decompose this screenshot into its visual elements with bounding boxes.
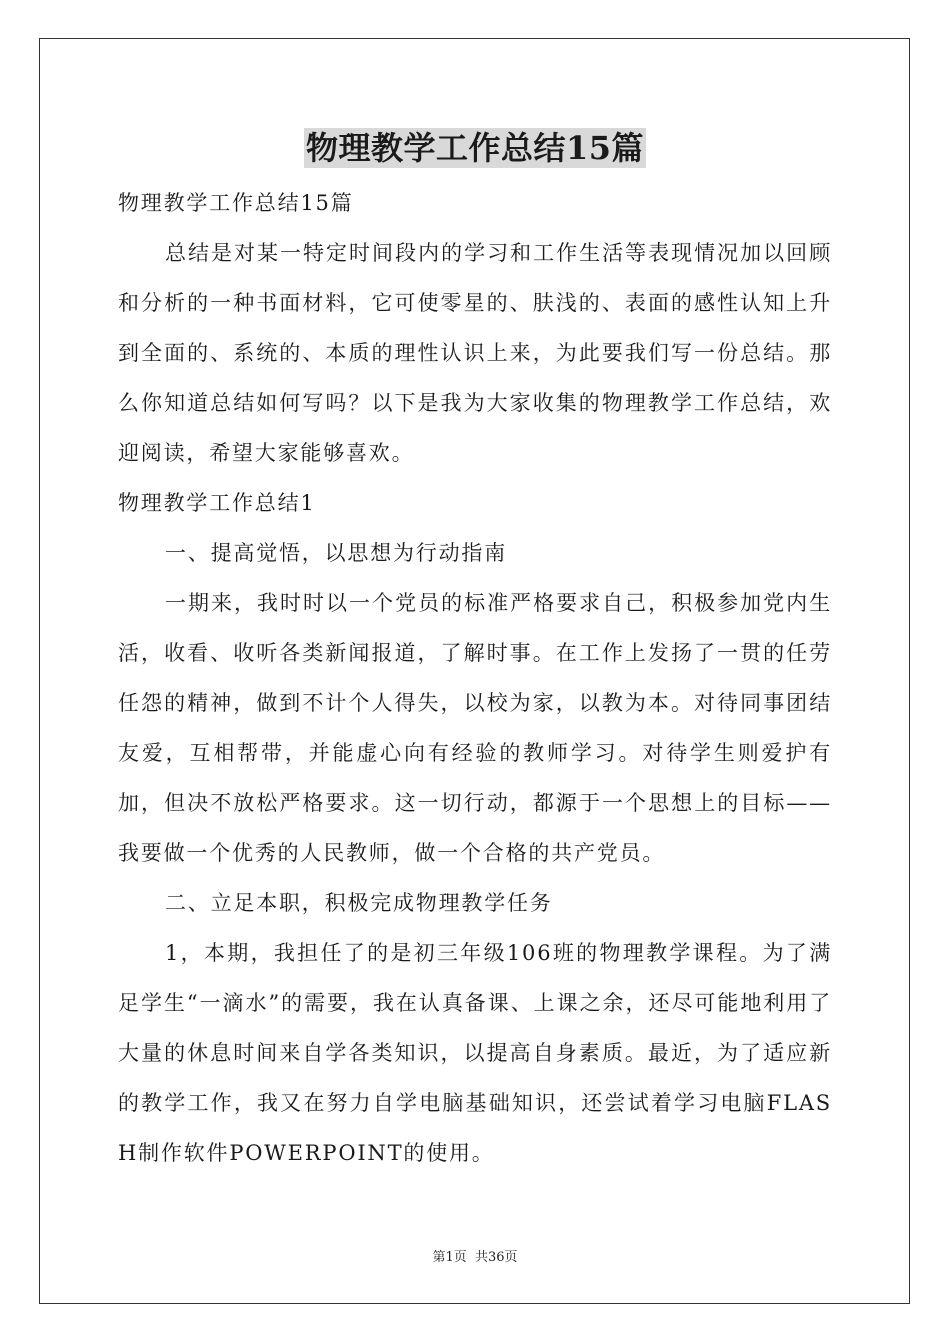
subsection-heading: 二、立足本职，积极完成物理教学任务 (165, 891, 553, 915)
subtitle-paragraph: 物理教学工作总结15篇 (118, 191, 354, 215)
document-body (118, 178, 832, 1178)
page-number: 第1页 (432, 1250, 467, 1265)
document-title: 物理教学工作总结15篇 (305, 129, 645, 167)
title-container (0, 128, 950, 168)
page-footer (0, 1246, 950, 1265)
subsection-heading: 一、提高觉悟，以思想为行动指南 (165, 541, 507, 565)
body-paragraph: 1，本期，我担任了的是初三年级106班的物理教学课程。为了满足学生“一滴水”的需要，我在认真备课、上课之余，还尽可能地利用了大量的休息时间来自学各类知识，以提高自身素质。最近，为了适应新的教学工作，我又在努力自学电脑基础知识，还尝试着学习电脑FLASH制作软件POWERPOINT的使用。 (118, 941, 832, 1165)
intro-paragraph: 总结是对某一特定时间段内的学习和工作生活等表现情况加以回顾和分析的一种书面材料，它可使零星的、肤浅的、表面的感性认知上升到全面的、系统的、本质的理性认识上来，为此要我们写一份总结。那么你知道总结如何写吗？以下是我为大家收集的物理教学工作总结，欢迎阅读，希望大家能够喜欢。 (118, 241, 832, 465)
page-total: 共36页 (474, 1250, 518, 1265)
body-paragraph: 一期来，我时时以一个党员的标准严格要求自己，积极参加党内生活，收看、收听各类新闻报道，了解时事。在工作上发扬了一贯的任劳任怨的精神，做到不计个人得失，以校为家，以教为本。对待同事团结友爱，互相帮带，并能虚心向有经验的教师学习。对待学生则爱护有加，但决不放松严格要求。这一切行动，都源于一个思想上的目标——我要做一个优秀的人民教师，做一个合格的共产党员。 (118, 591, 832, 865)
section-heading: 物理教学工作总结1 (118, 491, 316, 515)
